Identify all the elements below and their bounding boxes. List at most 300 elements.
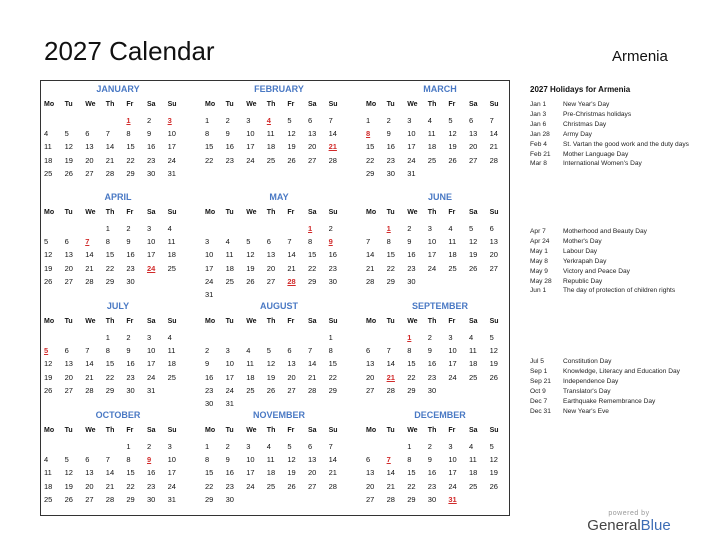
day-cell: 18 — [225, 263, 234, 273]
day-cell: 2 — [427, 333, 432, 342]
day-cell: 3 — [407, 116, 412, 125]
day-cell: 11 — [44, 142, 52, 152]
month-may — [205, 192, 353, 299]
day-cell: 22 — [366, 155, 375, 165]
day-cell: 24 — [246, 481, 255, 491]
day-cell: 6 — [366, 346, 371, 356]
weekday-label: Sa — [147, 318, 156, 325]
day-cell: 9 — [427, 455, 432, 465]
generalblue-logo[interactable] — [584, 510, 674, 534]
day-cell: 25 — [246, 385, 255, 395]
day-cell: 16 — [328, 250, 337, 260]
weekday-label: Tu — [64, 209, 73, 216]
day-cell: 13 — [64, 359, 73, 369]
weekday-label: Th — [427, 427, 437, 434]
weekday-label: Su — [489, 209, 499, 216]
holiday-row — [530, 397, 700, 407]
day-cell: 3 — [448, 442, 453, 451]
weekday-label: Fr — [126, 318, 134, 325]
day-cell: 21 — [386, 481, 395, 491]
weekday-header — [205, 209, 353, 221]
month-march — [366, 84, 514, 184]
weekday-label: Fr — [448, 101, 456, 108]
day-cell: 4 — [44, 455, 49, 465]
day-cell: 19 — [64, 481, 73, 491]
day-cell: 3 — [448, 333, 453, 342]
holiday-day-cell: 21 — [386, 372, 395, 382]
day-cell: 11 — [448, 237, 457, 247]
day-cell: 17 — [246, 468, 255, 478]
holiday-name: Knowledge, Literacy and Education Day — [563, 367, 680, 375]
day-cell: 25 — [44, 168, 53, 178]
day-cell: 28 — [105, 168, 115, 178]
holiday-date: Jan 1 — [530, 101, 547, 108]
holiday-row — [530, 237, 700, 247]
day-cell: 20 — [489, 250, 498, 260]
day-cell: 23 — [126, 372, 135, 382]
holiday-name: Army Day — [563, 130, 592, 138]
day-cell: 28 — [386, 494, 395, 504]
day-cell: 8 — [407, 455, 412, 465]
day-cell: 3 — [147, 224, 152, 233]
day-cell: 27 — [64, 385, 73, 395]
weekday-label: Sa — [469, 427, 478, 434]
day-cell: 5 — [246, 237, 251, 247]
day-cell: 22 — [205, 155, 214, 165]
day-cell: 27 — [489, 263, 498, 273]
holiday-name: Labour Day — [563, 247, 598, 255]
day-cell: 3 — [427, 224, 432, 233]
holiday-name: Constitution Day — [563, 358, 612, 365]
day-cell: 6 — [489, 224, 494, 233]
day-cell: 21 — [85, 372, 94, 382]
day-cell: 11 — [469, 455, 477, 465]
weekday-label: Su — [489, 318, 499, 325]
day-cell: 25 — [266, 481, 276, 491]
day-cell: 26 — [448, 155, 457, 165]
day-cell: 16 — [126, 359, 135, 369]
logo-tagline: powered by — [608, 510, 650, 517]
day-cell: 30 — [147, 168, 156, 178]
day-cell: 3 — [225, 346, 230, 356]
day-cell: 13 — [85, 468, 94, 478]
weekday-label: Fr — [126, 101, 134, 108]
day-cell: 24 — [147, 372, 156, 382]
month-name: MAY — [269, 192, 289, 202]
day-cell: 31 — [205, 290, 214, 299]
day-cell: 27 — [366, 385, 375, 395]
month-october — [44, 410, 192, 510]
holiday-day-cell: 1 — [386, 224, 391, 233]
day-cell: 9 — [126, 346, 131, 356]
day-cell: 23 — [126, 263, 135, 273]
weekday-label: Tu — [225, 318, 234, 325]
day-cell: 6 — [64, 346, 69, 356]
weekday-label: Tu — [386, 209, 395, 216]
day-cell: 18 — [448, 250, 457, 260]
weekday-header — [44, 427, 192, 439]
holiday-name: Pre-Christmas holidays — [563, 110, 632, 118]
day-cell: 8 — [205, 129, 210, 139]
holiday-day-cell: 5 — [44, 346, 49, 356]
weekday-label: Fr — [448, 318, 456, 325]
weekday-label: Tu — [64, 101, 73, 108]
month-name: FEBRUARY — [254, 84, 304, 94]
day-cell: 12 — [246, 250, 255, 260]
day-cell: 14 — [366, 250, 375, 260]
day-cell: 23 — [225, 481, 234, 491]
weekday-label: Th — [105, 101, 115, 108]
day-cell: 22 — [407, 481, 416, 491]
day-cell: 11 — [266, 129, 275, 139]
day-cell: 9 — [147, 129, 152, 139]
day-cell: 8 — [328, 346, 333, 356]
holiday-group — [530, 227, 700, 296]
day-cell: 2 — [225, 442, 230, 451]
holiday-name: St. Vartan the good work and the duty days — [563, 140, 689, 148]
day-cell: 19 — [287, 468, 296, 478]
weekday-header — [366, 209, 514, 221]
day-cell: 29 — [407, 494, 416, 504]
holiday-name: Yerkrapah Day — [563, 257, 607, 265]
weekday-header — [205, 101, 353, 113]
day-cell: 30 — [407, 276, 416, 286]
day-cell: 6 — [64, 237, 69, 247]
day-cell: 6 — [308, 116, 313, 125]
holiday-date: Jan 28 — [530, 130, 550, 138]
weekday-label: We — [246, 209, 257, 216]
day-cell: 4 — [225, 237, 230, 247]
day-cell: 23 — [427, 481, 437, 491]
day-cell: 20 — [287, 372, 296, 382]
weekday-label: Su — [167, 318, 177, 325]
day-cell: 21 — [308, 372, 317, 382]
holiday-row — [530, 140, 700, 150]
day-cell: 25 — [427, 155, 437, 165]
day-cell: 10 — [427, 237, 437, 247]
day-cell: 26 — [44, 385, 53, 395]
day-cell: 18 — [266, 468, 276, 478]
day-cell: 26 — [246, 276, 255, 286]
holiday-row — [530, 377, 700, 387]
day-cell: 9 — [407, 237, 412, 247]
weekday-label: Fr — [126, 427, 134, 434]
weekday-label: Mo — [44, 427, 55, 434]
day-cell: 23 — [427, 372, 437, 382]
holiday-row — [530, 150, 700, 160]
weekday-label: Sa — [469, 101, 478, 108]
day-cell: 4 — [427, 116, 432, 125]
day-cell: 29 — [126, 168, 135, 178]
logo-wordmark — [584, 517, 674, 534]
day-cell: 25 — [266, 155, 276, 165]
day-cell: 22 — [386, 263, 395, 273]
page-title: 2027 Calendar — [44, 36, 215, 66]
weekday-label: Su — [167, 101, 177, 108]
day-cell: 18 — [266, 142, 276, 152]
day-cell: 14 — [308, 359, 317, 369]
holiday-date: Dec 7 — [530, 397, 548, 405]
day-cell: 24 — [448, 372, 457, 382]
weekday-label: Fr — [126, 209, 134, 216]
day-cell: 11 — [167, 237, 176, 247]
day-cell: 13 — [308, 129, 317, 139]
day-cell: 28 — [308, 385, 317, 395]
weekday-label: Sa — [308, 427, 317, 434]
day-cell: 20 — [308, 468, 317, 478]
day-cell: 10 — [225, 359, 234, 369]
day-cell: 26 — [489, 372, 498, 382]
month-name: DECEMBER — [414, 410, 466, 420]
day-cell: 25 — [44, 494, 53, 504]
day-cell: 15 — [328, 359, 337, 369]
day-cell: 13 — [85, 142, 94, 152]
weekday-label: Tu — [386, 101, 395, 108]
day-cell: 29 — [328, 385, 337, 395]
weekday-header — [44, 101, 192, 113]
day-cell: 4 — [448, 224, 453, 233]
holiday-date: May 9 — [530, 267, 548, 275]
day-cell: 22 — [126, 481, 135, 491]
day-cell: 17 — [448, 468, 457, 478]
day-cell: 16 — [427, 359, 437, 369]
country-label: Armenia — [612, 48, 668, 65]
day-cell: 14 — [85, 250, 94, 260]
logo-part-blue: Blue — [640, 517, 671, 534]
holiday-date: May 1 — [530, 247, 548, 255]
day-cell: 30 — [225, 494, 234, 504]
weekday-label: Th — [266, 209, 276, 216]
holiday-date: Apr 24 — [530, 237, 550, 245]
day-cell: 17 — [167, 468, 176, 478]
day-cell: 29 — [105, 276, 115, 286]
day-cell: 20 — [64, 372, 73, 382]
holiday-date: Jun 1 — [530, 287, 547, 295]
day-cell: 5 — [266, 346, 271, 356]
holiday-name: Motherhood and Beauty Day — [563, 228, 647, 235]
month-june — [366, 192, 514, 292]
weekday-label: We — [246, 427, 257, 434]
weekday-label: Sa — [469, 209, 478, 216]
day-cell: 8 — [308, 237, 313, 247]
day-cell: 17 — [147, 359, 156, 369]
holiday-date: Feb 21 — [530, 150, 551, 158]
day-cell: 17 — [225, 372, 234, 382]
day-cell: 12 — [44, 250, 53, 260]
holiday-date: Apr 7 — [530, 228, 546, 235]
holiday-name: New Year's Eve — [563, 407, 609, 415]
day-cell: 2 — [427, 442, 432, 451]
day-cell: 6 — [266, 237, 271, 247]
weekday-label: Tu — [64, 427, 73, 434]
holiday-name: Christmas Day — [563, 120, 607, 128]
holiday-list-title: 2027 Holidays for Armenia — [530, 85, 631, 94]
weekday-label: Fr — [448, 427, 456, 434]
month-name: AUGUST — [260, 301, 298, 311]
day-cell: 12 — [489, 455, 498, 465]
day-cell: 27 — [469, 155, 478, 165]
day-cell: 30 — [386, 168, 395, 178]
day-cell: 28 — [366, 276, 375, 286]
weekday-header — [366, 427, 514, 439]
day-cell: 7 — [85, 346, 90, 356]
day-cell: 16 — [225, 468, 234, 478]
day-cell: 4 — [469, 442, 474, 451]
day-cell: 9 — [225, 129, 230, 139]
day-cell: 17 — [246, 142, 255, 152]
holiday-date: Sep 21 — [530, 377, 551, 385]
day-cell: 26 — [64, 168, 73, 178]
day-cell: 6 — [469, 116, 474, 125]
day-cell: 16 — [126, 250, 135, 260]
holiday-date: Dec 31 — [530, 407, 551, 415]
holiday-row — [530, 407, 700, 417]
day-cell: 27 — [287, 385, 296, 395]
day-cell: 8 — [126, 129, 131, 139]
weekday-header — [205, 427, 353, 439]
day-cell: 18 — [246, 372, 255, 382]
day-cell: 13 — [308, 455, 317, 465]
weekday-label: Sa — [308, 209, 317, 216]
weekday-label: Mo — [44, 318, 55, 325]
day-cell: 28 — [386, 385, 395, 395]
day-cell: 18 — [167, 359, 176, 369]
day-cell: 3 — [246, 442, 251, 451]
weekday-label: Mo — [366, 318, 377, 325]
day-cell: 1 — [105, 333, 110, 342]
day-cell: 10 — [147, 237, 156, 247]
day-cell: 15 — [126, 468, 135, 478]
day-cell: 4 — [266, 442, 271, 451]
day-cell: 14 — [328, 455, 337, 465]
day-cell: 13 — [287, 359, 296, 369]
day-cell: 27 — [64, 276, 73, 286]
day-cell: 29 — [386, 276, 395, 286]
day-cell: 20 — [85, 155, 94, 165]
holiday-row — [530, 100, 700, 110]
day-cell: 19 — [64, 155, 73, 165]
day-cell: 7 — [328, 442, 333, 451]
day-cell: 21 — [105, 155, 115, 165]
day-cell: 17 — [147, 250, 156, 260]
day-cell: 8 — [386, 237, 391, 247]
month-november — [205, 410, 353, 510]
day-cell: 19 — [489, 359, 498, 369]
day-cell: 5 — [489, 442, 494, 451]
weekday-label: Th — [427, 101, 437, 108]
holiday-date: Sep 1 — [530, 367, 548, 375]
day-cell: 29 — [366, 168, 375, 178]
weekday-header — [44, 318, 192, 330]
day-cell: 16 — [147, 468, 156, 478]
weekday-label: Tu — [225, 209, 234, 216]
day-cell: 14 — [386, 468, 395, 478]
weekday-label: Th — [266, 318, 276, 325]
day-cell: 16 — [386, 142, 395, 152]
day-cell: 21 — [489, 142, 498, 152]
day-cell: 26 — [44, 276, 53, 286]
weekday-label: Tu — [386, 318, 395, 325]
day-cell: 2 — [225, 116, 230, 125]
day-cell: 1 — [328, 333, 333, 342]
day-cell: 24 — [167, 481, 176, 491]
day-cell: 27 — [85, 168, 94, 178]
day-cell: 7 — [287, 237, 292, 247]
day-cell: 15 — [105, 359, 115, 369]
day-cell: 13 — [64, 250, 73, 260]
weekday-label: Su — [489, 427, 499, 434]
day-cell: 6 — [85, 129, 90, 139]
day-cell: 9 — [427, 346, 432, 356]
day-cell: 26 — [469, 263, 478, 273]
day-cell: 12 — [44, 359, 53, 369]
day-cell: 10 — [147, 346, 156, 356]
day-cell: 23 — [205, 385, 214, 395]
day-cell: 22 — [205, 481, 214, 491]
day-cell: 26 — [287, 155, 296, 165]
day-cell: 15 — [407, 468, 416, 478]
day-cell: 19 — [469, 250, 478, 260]
day-cell: 5 — [287, 442, 292, 451]
day-cell: 29 — [205, 494, 214, 504]
day-cell: 2 — [147, 116, 152, 125]
day-cell: 10 — [448, 346, 457, 356]
day-cell: 1 — [205, 442, 210, 451]
weekday-label: We — [407, 209, 418, 216]
day-cell: 26 — [266, 385, 276, 395]
day-cell: 18 — [44, 155, 53, 165]
holiday-name: Independence Day — [563, 377, 619, 385]
holiday-group — [530, 357, 700, 416]
holiday-row — [530, 130, 700, 140]
holiday-name: Victory and Peace Day — [563, 267, 630, 275]
day-cell: 14 — [386, 359, 395, 369]
holiday-name: Mother's Day — [563, 237, 602, 245]
day-cell: 29 — [308, 276, 317, 286]
day-cell: 31 — [167, 494, 176, 504]
day-cell: 11 — [44, 468, 52, 478]
day-cell: 30 — [427, 385, 437, 395]
holiday-date: Jul 5 — [530, 358, 544, 365]
holiday-day-cell: 4 — [266, 116, 271, 125]
day-cell: 19 — [246, 263, 255, 273]
month-name: JULY — [106, 301, 130, 311]
holiday-row — [530, 387, 700, 397]
weekday-label: Mo — [366, 427, 377, 434]
day-cell: 12 — [64, 142, 73, 152]
day-cell: 4 — [44, 129, 49, 139]
day-cell: 15 — [308, 250, 317, 260]
day-cell: 2 — [147, 442, 152, 451]
day-cell: 21 — [287, 263, 296, 273]
day-cell: 1 — [126, 442, 131, 451]
day-cell: 27 — [85, 494, 94, 504]
month-name: APRIL — [104, 192, 132, 202]
holiday-name: The day of protection of children rights — [563, 287, 676, 295]
day-cell: 5 — [64, 129, 69, 139]
weekday-label: Th — [105, 209, 115, 216]
month-name: MARCH — [423, 84, 457, 94]
day-cell: 24 — [205, 276, 214, 286]
day-cell: 26 — [489, 481, 498, 491]
weekday-label: Th — [266, 101, 276, 108]
holiday-row — [530, 120, 700, 130]
day-cell: 7 — [328, 116, 333, 125]
day-cell: 24 — [448, 481, 457, 491]
holiday-day-cell: 1 — [126, 116, 131, 125]
day-cell: 30 — [126, 385, 135, 395]
day-cell: 18 — [469, 359, 478, 369]
